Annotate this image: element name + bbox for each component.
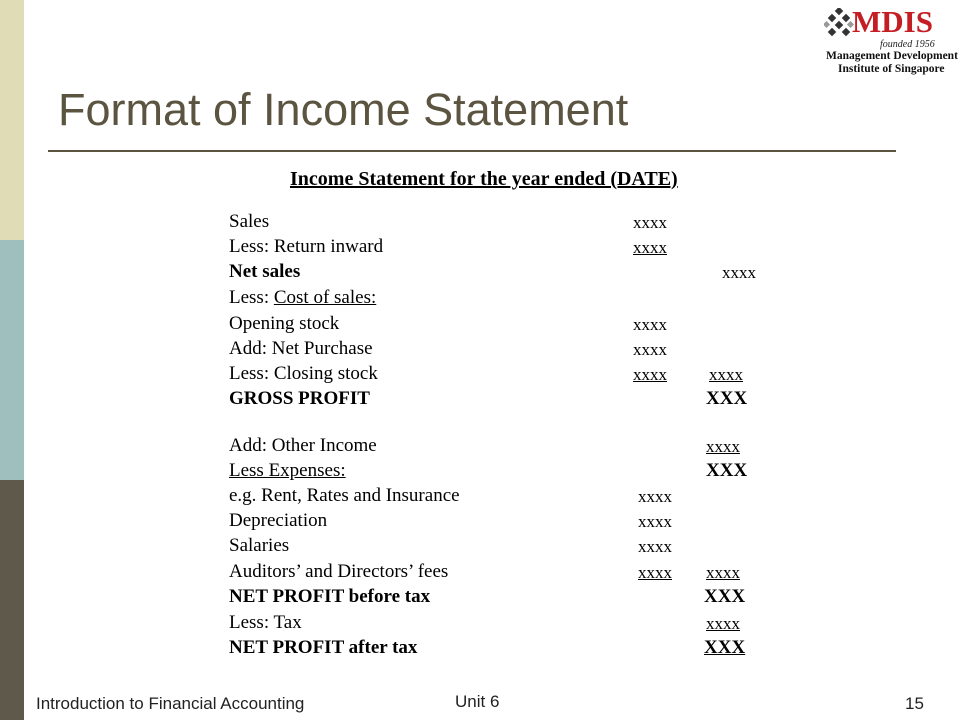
row-label: Auditors’ and Directors’ fees xyxy=(229,561,449,582)
row-amount-col1: xxxx xyxy=(638,512,672,531)
side-band-middle xyxy=(0,240,24,480)
row-amount-col1: xxxx xyxy=(633,340,667,359)
row-amount-col1: xxxx xyxy=(633,238,667,257)
row-amount-col1: xxxx xyxy=(633,213,667,232)
row-label: Less: Return inward xyxy=(229,236,384,257)
row-amount-col1: xxxx xyxy=(638,487,672,506)
row-label: Net sales xyxy=(229,261,301,282)
row-label: Add: Other Income xyxy=(229,435,377,456)
row-label: Less: Tax xyxy=(229,612,302,633)
row-amount-col2: XXX xyxy=(704,637,746,658)
statement-heading: Income Statement for the year ended (DATE) xyxy=(290,168,678,190)
row-label: e.g. Rent, Rates and Insurance xyxy=(229,485,460,506)
row-amount-col2: xxxx xyxy=(722,263,756,282)
row-amount-col1: xxxx xyxy=(633,365,667,384)
side-band-bottom xyxy=(0,480,24,720)
logo-wordmark: MDIS xyxy=(852,4,933,39)
logo-subtitle-line2: Institute of Singapore xyxy=(838,63,945,75)
row-amount-col1: xxxx xyxy=(633,315,667,334)
row-amount-col2: xxxx xyxy=(706,563,740,582)
row-amount-col2: xxxx xyxy=(709,365,743,384)
row-label: Salaries xyxy=(229,535,290,556)
page-number: 15 xyxy=(905,694,924,713)
mdis-emblem-icon xyxy=(824,8,854,38)
footer-course: Introduction to Financial Accounting xyxy=(36,694,305,713)
row-amount-col1: xxxx xyxy=(638,563,672,582)
row-label: NET PROFIT before tax xyxy=(229,586,431,607)
row-label: Opening stock xyxy=(229,313,340,334)
row-label: Sales xyxy=(229,211,270,232)
row-label: Add: Net Purchase xyxy=(229,338,373,359)
row-amount-col2: xxxx xyxy=(706,614,740,633)
row-amount-col2: XXX xyxy=(706,460,748,481)
mdis-logo xyxy=(822,4,956,74)
row-amount-col2: xxxx xyxy=(706,437,740,456)
title-divider xyxy=(48,150,896,152)
row-label: GROSS PROFIT xyxy=(229,388,370,409)
slide-title: Format of Income Statement xyxy=(58,84,629,135)
row-label: Less Expenses: xyxy=(229,460,346,481)
row-amount-col1: xxxx xyxy=(638,537,672,556)
row-label: Less: Closing stock xyxy=(229,363,378,384)
row-label-cost-of-sales: Cost of sales: xyxy=(273,287,377,308)
row-label: Depreciation xyxy=(229,510,328,531)
row-label xyxy=(229,287,376,309)
logo-subtitle-line1: Management Development xyxy=(826,50,958,62)
footer-unit: Unit 6 xyxy=(455,692,500,711)
row-label: NET PROFIT after tax xyxy=(229,637,418,658)
logo-founded: founded 1956 xyxy=(880,39,935,50)
row-amount-col2: XXX xyxy=(706,388,748,409)
side-band-top xyxy=(0,0,24,240)
row-amount-col2: XXX xyxy=(704,586,746,607)
row-label-prefix: Less: xyxy=(229,287,274,308)
